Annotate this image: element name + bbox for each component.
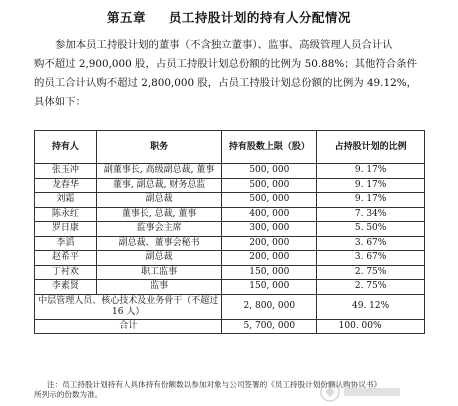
holder-name: 张玉冲 <box>35 164 97 179</box>
holder-position: 职工监事 <box>96 265 222 280</box>
holder-position: 董事长, 总裁, 董事 <box>96 207 222 222</box>
holder-name: 陈永红 <box>35 207 97 222</box>
other-employees-shares: 2, 800, 000 <box>222 294 317 319</box>
holder-shares: 500, 000 <box>222 178 317 193</box>
holder-name: 李滔 <box>35 236 97 251</box>
table-row <box>35 178 425 193</box>
holder-shares: 200, 000 <box>222 236 317 251</box>
holder-shares: 300, 000 <box>222 222 317 237</box>
holder-ratio: 9. 17% <box>317 164 425 179</box>
chapter-heading <box>0 8 458 26</box>
holder-shares: 150, 000 <box>222 265 317 280</box>
holder-ratio: 2. 75% <box>317 280 425 295</box>
holder-shares: 500, 000 <box>222 164 317 179</box>
other-employees-row <box>35 294 425 319</box>
chapter-title: 员工持股计划的持有人分配情况 <box>168 10 351 25</box>
header-position: 职务 <box>96 131 222 164</box>
holder-shares: 150, 000 <box>222 280 317 295</box>
other-employees-label: 中层管理人员、核心技术及业务骨干（不超过 16 人） <box>35 294 222 319</box>
table-footnote <box>34 380 434 400</box>
chapter-number: 第五章 <box>107 10 147 25</box>
table-row <box>35 236 425 251</box>
holder-shares: 200, 000 <box>222 251 317 266</box>
table-row <box>35 222 425 237</box>
intro-line: 购不超过 2,900,000 股，占员工持股计划总份额的比例为 50.88%；其他符合条件 <box>34 58 417 70</box>
holder-shares: 400, 000 <box>222 207 317 222</box>
table-row <box>35 251 425 266</box>
holder-name: 李素贤 <box>35 280 97 295</box>
intro-line: 具体如下： <box>34 96 86 108</box>
total-ratio: 100. 00% <box>317 319 425 334</box>
holder-position: 董事, 副总裁, 财务总监 <box>96 178 222 193</box>
intro-paragraph <box>34 36 428 112</box>
holder-ratio: 9. 17% <box>317 193 425 208</box>
holder-allocation-table <box>34 130 425 334</box>
holder-position: 副董事长, 高级副总裁, 董事 <box>96 164 222 179</box>
holder-ratio: 9. 17% <box>317 178 425 193</box>
footnote-line: 注：员工持股计划持有人具体持有份额数以参加对象与公司签署的《员工持股计划份额认购协议书》 <box>47 380 382 389</box>
holder-name: 罗日康 <box>35 222 97 237</box>
holder-ratio: 2. 75% <box>317 265 425 280</box>
holder-ratio: 3. 67% <box>317 236 425 251</box>
other-employees-ratio: 49. 12% <box>317 294 425 319</box>
table-row <box>35 265 425 280</box>
header-holder: 持有人 <box>35 131 97 164</box>
holder-shares: 500, 000 <box>222 193 317 208</box>
table-header-row <box>35 131 425 164</box>
holder-ratio: 7. 34% <box>317 207 425 222</box>
holder-position: 副总裁 <box>96 193 222 208</box>
holder-position: 副总裁、董事会秘书 <box>96 236 222 251</box>
table-row <box>35 164 425 179</box>
holder-name: 龙春华 <box>35 178 97 193</box>
total-row <box>35 319 425 334</box>
holder-name: 刘霜 <box>35 193 97 208</box>
holder-name: 赵希平 <box>35 251 97 266</box>
footnote-line: 所列示的份数为准。 <box>34 390 103 399</box>
table-row <box>35 280 425 295</box>
intro-line: 的员工合计认购不超过 2,800,000 股，占员工持股计划总份额的比例为 49.12%， <box>34 77 417 89</box>
holder-position: 监事 <box>96 280 222 295</box>
intro-line: 参加本员工持股计划的董事（不含独立董事）、监事、高级管理人员合计认 <box>55 39 393 51</box>
header-ratio: 占持股计划的比例 <box>317 131 425 164</box>
holder-name: 丁衬欢 <box>35 265 97 280</box>
holder-position: 监事会主席 <box>96 222 222 237</box>
header-shares: 持有股数上限（股） <box>222 131 317 164</box>
holder-ratio: 3. 67% <box>317 251 425 266</box>
holder-position: 副总裁 <box>96 251 222 266</box>
table-row <box>35 207 425 222</box>
table-row <box>35 193 425 208</box>
total-label: 合计 <box>35 319 222 334</box>
total-shares: 5, 700, 000 <box>222 319 317 334</box>
holder-ratio: 5. 50% <box>317 222 425 237</box>
